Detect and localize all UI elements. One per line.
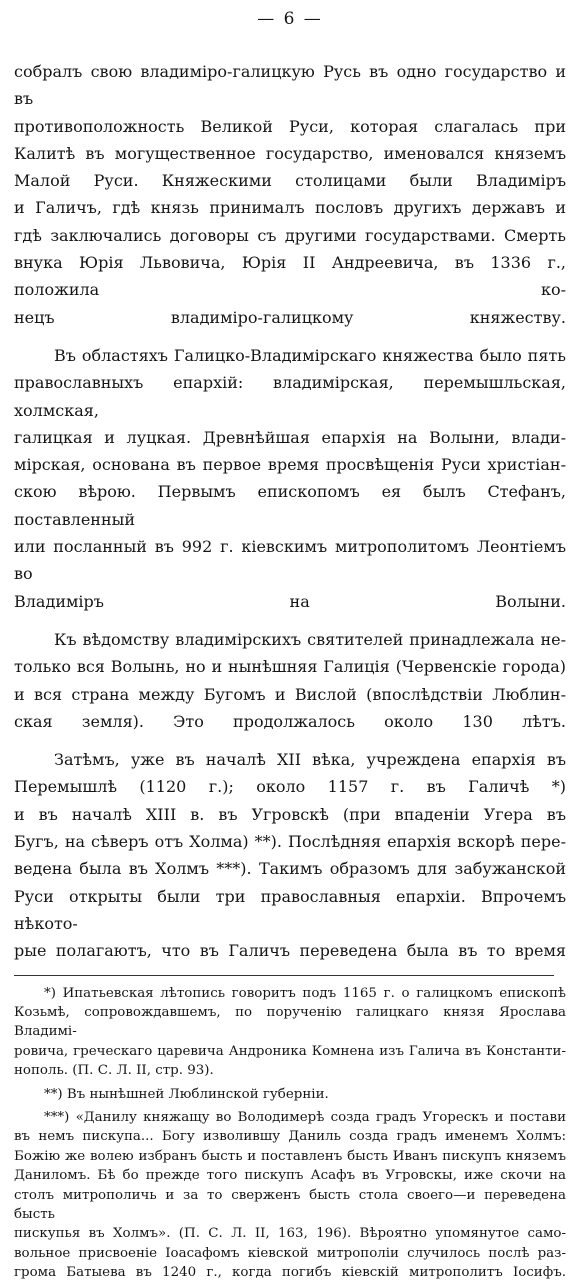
text-line: и Галичъ, гдѣ князь принималъ пословъ другихъ державъ и: [14, 198, 566, 218]
footnote-3: [14, 1108, 566, 1283]
footnote-line: Божію же волею избранъ бысть и поставленъ бысть Иванъ пискупъ княземъ: [14, 1148, 566, 1164]
footnotes: [14, 984, 566, 1283]
footnote-line: столъ митрополичь и за то сверженъ бысть стола своего—и переведена бысть: [14, 1187, 566, 1222]
text-line: Въ областяхъ Галицко-Владимірскаго княжества было пять: [54, 345, 566, 365]
paragraph-3: [14, 626, 566, 735]
footnote-line: грома Батыева въ 1240 г., когда погибъ кіевскій митрополитъ Іосифъ.: [14, 1265, 566, 1281]
footnote-line: нополь. (П. С. Л. II, стр. 93).: [14, 1063, 214, 1079]
text-line: православныхъ епархій: владимірская, перемышльская, холмская,: [14, 373, 566, 420]
text-line: скою вѣрою. Первымъ епископомъ ея былъ Стефанъ, поставленный: [14, 482, 566, 529]
text-line: и въ началѣ XIII в. въ Угровскѣ (при впаденіи Угера въ: [14, 804, 566, 824]
text-line: Руси открыты были три православныя епархіи. Впрочемъ нѣкото-: [14, 886, 566, 933]
footnote-2: [14, 1085, 566, 1104]
footnote-line: **) Въ нынѣшней Люблинской губерніи.: [44, 1086, 329, 1102]
text-line: мірская, основана въ первое время просвѣщенія Руси христіан-: [14, 455, 566, 475]
paragraph-1: [14, 58, 566, 331]
footnote-line: ***) «Данилу княжащу во Володимерѣ созда градъ Угорескъ и постави: [44, 1109, 566, 1125]
footnote-line: вольное присвоеніе Іоасафомъ кіевской митрополіи случилось послѣ раз-: [14, 1245, 566, 1261]
text-line: рые полагаютъ, что въ Галичъ переведена была въ то время: [14, 941, 566, 961]
footnote-line: въ немъ пискупа... Богу изволившу Даниль созда градъ именемъ Холмъ:: [14, 1129, 566, 1145]
text-line: гдѣ заключались договоры съ другими государствами. Смерть: [14, 225, 566, 245]
text-line: внука Юрія Львовича, Юрія II Андреевича, въ 1336 г., положила ко-: [14, 253, 566, 300]
footnote-line: *) Ипатьевская лѣтопись говоритъ подъ 1165 г. о галицкомъ епископѣ: [44, 985, 566, 1001]
text-line: только вся Волынь, но и нынѣшняя Галиція (Червенскіе города): [14, 657, 566, 677]
text-line: Малой Руси. Княжескими столицами были Владиміръ: [14, 171, 566, 191]
text-line: Бугъ, на сѣверъ отъ Холма) **). Послѣдняя епархія вскорѣ пере-: [14, 832, 566, 852]
text-line: ведена была въ Холмъ ***). Такимъ образомъ для забужанской: [14, 859, 566, 879]
footnote-1: [14, 984, 566, 1081]
text-line: Калитѣ въ могущественное государство, именовался княземъ: [14, 143, 566, 163]
footnote-line: Козьмѣ, сопровождавшемъ, по порученію галицкаго князя Ярослава Владимі-: [14, 1004, 566, 1040]
text-line: Владиміръ на Волыни.: [14, 591, 566, 611]
footnote-line: ровича, греческаго царевича Андроника Комнена изъ Галича въ Константи-: [14, 1043, 566, 1059]
paragraph-4: [14, 746, 566, 964]
page-number: — 6 —: [257, 9, 323, 29]
text-line: и вся страна между Бугомъ и Вислой (впослѣдствіи Люблин-: [14, 684, 566, 704]
text-line: противоположность Великой Руси, которая слагалась при: [14, 116, 566, 136]
text-line: галицкая и луцкая. Древнѣйшая епархія на Волыни, влади-: [14, 427, 566, 447]
footnote-line: пискупья въ Холмъ». (П. С. Л. II, 163, 196). Вѣроятно упомянутое само-: [14, 1226, 566, 1242]
text-line: Перемышлѣ (1120 г.); около 1157 г. въ Галичѣ *): [14, 777, 566, 797]
text-line: ская земля). Это продолжалось около 130 лѣтъ.: [14, 711, 566, 731]
footnote-line: Даниломъ. Бѣ бо прежде того пискупъ Асафъ въ Угровскы, иже скочи на: [14, 1168, 566, 1184]
text-line: Къ вѣдомству владимірскихъ святителей принадлежала не-: [54, 629, 566, 649]
footnote-divider: [14, 975, 554, 976]
text-line: нецъ владиміро-галицкому княжеству.: [14, 307, 566, 327]
paragraph-2: [14, 342, 566, 615]
text-line: Затѣмъ, уже въ началѣ XII вѣка, учреждена епархія въ: [54, 750, 566, 770]
text-line: или посланный въ 992 г. кіевскимъ митрополитомъ Леонтіемъ во: [14, 537, 566, 584]
text-line: собралъ свою владиміро-галицкую Русь въ одно государство и въ: [14, 62, 566, 109]
main-text: [14, 58, 566, 965]
